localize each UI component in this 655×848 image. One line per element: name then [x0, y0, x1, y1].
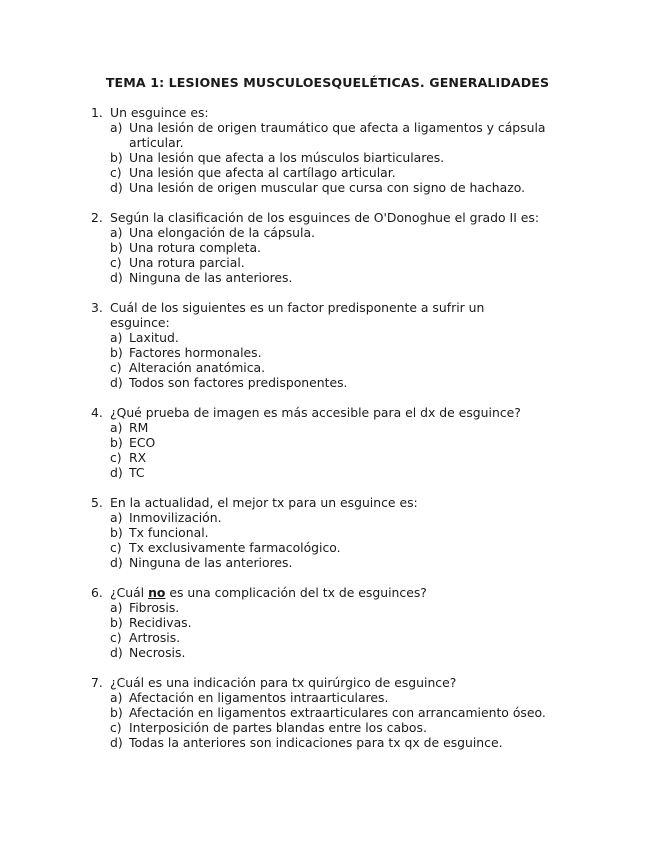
option-text: Artrosis.: [129, 630, 181, 645]
option-letter: a): [110, 225, 123, 240]
question-text: [110, 585, 571, 600]
option-a: [91, 330, 571, 345]
option-d: [91, 465, 571, 480]
question-text-before: ¿Cuál: [110, 585, 145, 600]
option-text: Recidivas.: [129, 615, 192, 630]
option-a: [91, 510, 571, 525]
question-text: Un esguince es:: [110, 105, 209, 120]
option-text: Todas la anteriores son indicaciones para tx qx de esguince.: [129, 735, 503, 750]
option-text: Factores hormonales.: [129, 345, 262, 360]
question-4: [91, 405, 571, 480]
option-letter: a): [110, 120, 123, 135]
option-text: Tx funcional.: [129, 525, 209, 540]
option-letter: a): [110, 690, 123, 705]
option-b: [91, 705, 571, 720]
option-d: [91, 270, 571, 285]
option-text: Una rotura parcial.: [129, 255, 245, 270]
option-c: [91, 630, 571, 645]
question-number: 5.: [91, 495, 103, 510]
question-number: 6.: [91, 585, 103, 600]
question-3: [91, 300, 571, 390]
question-stem: [91, 300, 510, 330]
option-b: [91, 525, 571, 540]
option-text: Laxitud.: [129, 330, 179, 345]
option-text: Una rotura completa.: [129, 240, 261, 255]
option-letter: b): [110, 345, 123, 360]
option-text: Fibrosis.: [129, 600, 180, 615]
question-number: 7.: [91, 675, 103, 690]
option-d: [91, 645, 571, 660]
option-text: Inmovilización.: [129, 510, 222, 525]
option-letter: c): [110, 720, 122, 735]
question-1: [91, 105, 571, 195]
question-text: ¿Qué prueba de imagen es más accesible para el dx de esguince?: [110, 405, 521, 420]
option-text: Tx exclusivamente farmacológico.: [129, 540, 341, 555]
option-text: Necrosis.: [129, 645, 186, 660]
question-text: Según la clasificación de los esguinces de O'Donoghue el grado II es:: [110, 210, 540, 225]
question-2: [91, 210, 571, 285]
question-text: ¿Cuál es una indicación para tx quirúrgico de esguince?: [110, 675, 457, 690]
option-b: [91, 345, 571, 360]
option-text: TC: [129, 465, 145, 480]
option-d: [91, 180, 571, 195]
question-number: 1.: [91, 105, 103, 120]
option-text: ECO: [129, 435, 156, 450]
option-a: [91, 225, 571, 240]
option-letter: a): [110, 420, 123, 435]
option-text: Afectación en ligamentos intraarticulares.: [129, 690, 389, 705]
option-c: [91, 720, 571, 735]
option-letter: c): [110, 165, 122, 180]
option-a: [91, 600, 571, 615]
question-7: [91, 675, 571, 750]
page-title: TEMA 1: LESIONES MUSCULOESQUELÉTICAS. GENERALIDADES: [105, 75, 550, 90]
option-letter: d): [110, 180, 123, 195]
option-text: RX: [129, 450, 147, 465]
option-d: [91, 555, 571, 570]
option-c: [91, 165, 571, 180]
option-text: Interposición de partes blandas entre los cabos.: [129, 720, 427, 735]
option-text: Una lesión que afecta al cartílago articular.: [129, 165, 396, 180]
option-text: Afectación en ligamentos extraarticulares con arrancamiento óseo.: [129, 705, 546, 720]
option-b: [91, 240, 571, 255]
option-d: [91, 735, 571, 750]
question-stem: [91, 585, 571, 600]
question-stem: [91, 105, 571, 120]
option-letter: a): [110, 600, 123, 615]
question-6: [91, 585, 571, 660]
question-stem: [91, 405, 571, 420]
option-letter: d): [110, 735, 123, 750]
option-c: [91, 450, 571, 465]
option-a: [91, 120, 569, 150]
option-text: Una lesión de origen muscular que cursa con signo de hachazo.: [129, 180, 526, 195]
option-letter: d): [110, 555, 123, 570]
option-text: RM: [129, 420, 149, 435]
question-number: 4.: [91, 405, 103, 420]
option-text: Ninguna de las anteriores.: [129, 270, 293, 285]
option-letter: c): [110, 630, 122, 645]
question-text: Cuál de los siguientes es un factor predisponente a sufrir un esguince:: [110, 300, 485, 330]
option-b: [91, 150, 571, 165]
option-text: Una lesión de origen traumático que afecta a ligamentos y cápsula articular.: [129, 120, 546, 150]
option-text: Una lesión que afecta a los músculos biarticulares.: [129, 150, 445, 165]
option-letter: a): [110, 510, 123, 525]
question-stem: [91, 495, 571, 510]
question-5: [91, 495, 571, 570]
option-c: [91, 540, 571, 555]
option-letter: c): [110, 255, 122, 270]
option-c: [91, 360, 571, 375]
option-text: Alteración anatómica.: [129, 360, 266, 375]
option-b: [91, 615, 571, 630]
option-letter: a): [110, 330, 123, 345]
option-letter: b): [110, 435, 123, 450]
option-text: Una elongación de la cápsula.: [129, 225, 315, 240]
question-stem: [91, 210, 571, 225]
option-letter: b): [110, 150, 123, 165]
question-stem: [91, 675, 571, 690]
option-c: [91, 255, 571, 270]
option-letter: d): [110, 645, 123, 660]
option-letter: c): [110, 540, 122, 555]
question-text: En la actualidad, el mejor tx para un esguince es:: [110, 495, 418, 510]
question-number: 3.: [91, 300, 103, 315]
option-d: [91, 375, 571, 390]
option-letter: d): [110, 375, 123, 390]
question-text-emphasis: no: [148, 585, 166, 600]
option-letter: b): [110, 525, 123, 540]
option-a: [91, 690, 571, 705]
option-letter: b): [110, 240, 123, 255]
option-text: Todos son factores predisponentes.: [129, 375, 348, 390]
option-a: [91, 420, 571, 435]
question-text-after: es una complicación del tx de esguinces?: [169, 585, 427, 600]
option-letter: c): [110, 450, 122, 465]
option-b: [91, 435, 571, 450]
option-text: Ninguna de las anteriores.: [129, 555, 293, 570]
option-letter: b): [110, 615, 123, 630]
option-letter: b): [110, 705, 123, 720]
option-letter: d): [110, 465, 123, 480]
option-letter: c): [110, 360, 122, 375]
option-letter: d): [110, 270, 123, 285]
question-number: 2.: [91, 210, 103, 225]
